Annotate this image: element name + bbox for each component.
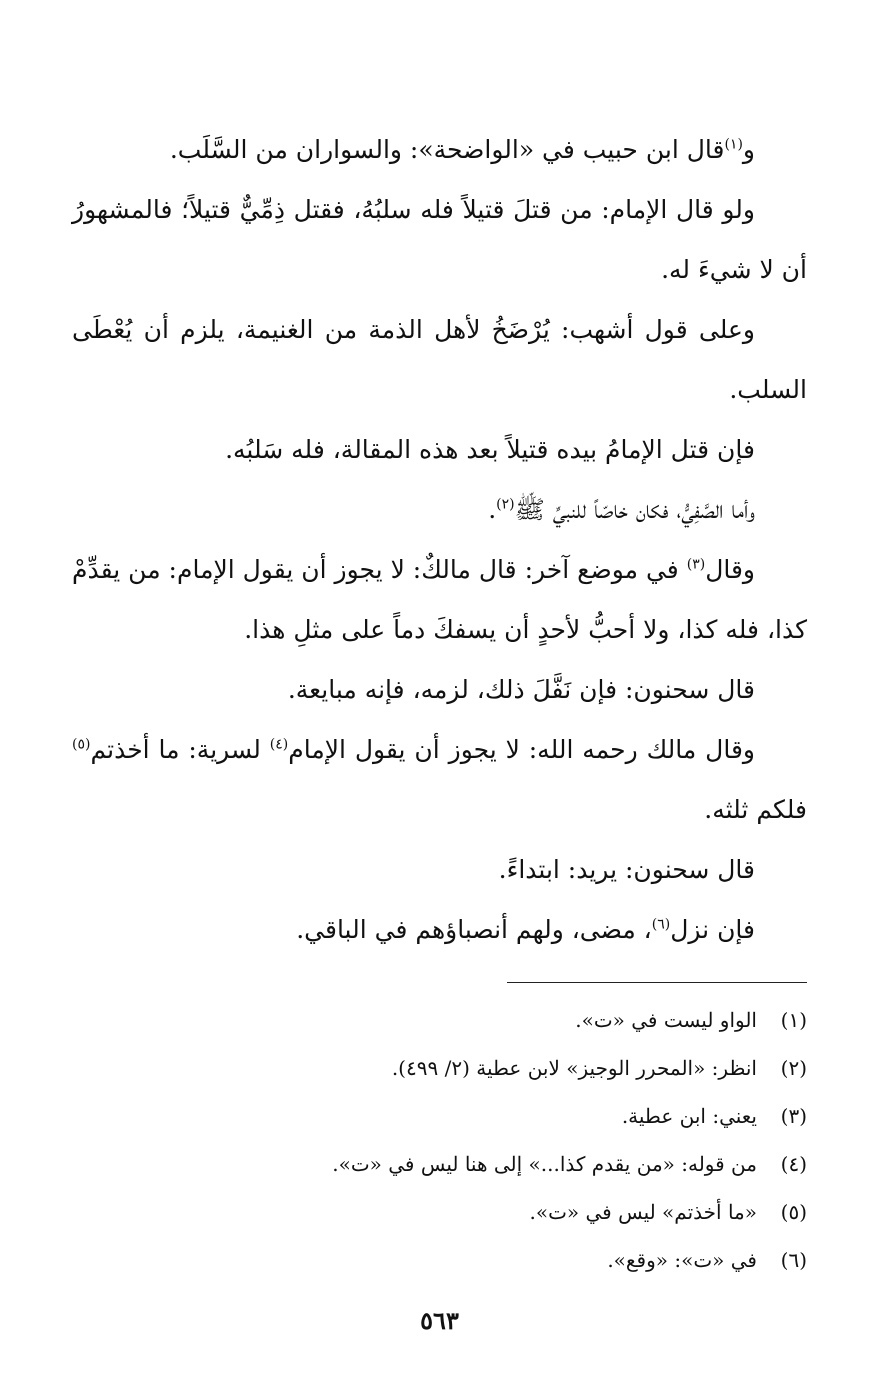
footnote-ref: (١) [724,136,743,153]
footnote-divider [507,982,807,983]
paragraph-text: ، مضى، ولهم أنصباؤهم في الباقي. [296,915,652,944]
paragraph-9 [72,840,807,900]
footnote-ref: (٦) [651,916,671,933]
footnote-number: (٥) [780,1200,807,1224]
paragraph-text: قال ابن حبيب في «الواضحة»: والسواران من السَّلَب. [169,135,725,164]
paragraph-text: ولو قال الإمام: من قتلَ قتيلاً فله سلبُهُ، فقتل ذِمِّيٌّ قتيلاً؛ فالمشهورُ أن لا شيءَ له. [72,195,807,284]
footnote-text: «ما أخذتم» ليس في «ت». [529,1200,757,1224]
paragraph-text: وقال [705,555,755,584]
footnote-number: (٣) [780,1104,807,1128]
paragraph-6 [72,540,807,660]
paragraph-5 [72,480,807,540]
paragraph-4 [72,420,807,480]
footnote-item [72,1044,807,1092]
paragraph-7 [72,660,807,720]
footnote-text: يعني: ابن عطية. [621,1104,757,1128]
footnote-number: (٦) [780,1248,807,1272]
paragraph-text: . [488,495,497,524]
footnote-text: في «ت»: «وقع». [607,1248,757,1272]
paragraph-text: قال سحنون: فإن نَفَّلَ ذلك، لزمه، فإنه مبايعة. [287,675,755,704]
footnote-item [72,1092,807,1140]
main-text [72,120,807,960]
paragraph-text: و [742,135,755,164]
page-number: ٥٦٣ [420,1306,459,1335]
footnote-number: (١) [780,1008,807,1032]
footnote-ref: (٤) [269,736,289,753]
footnote-ref: (٥) [72,736,91,753]
paragraph-text: في موضع آخر: قال مالكٌ: لا يجوز أن يقول الإمام: من يقدِّمْ كذا، فله كذا، ولا أحبُّ لأحدٍ أن يسفكَ دماً على مثلِ هذا. [72,555,807,644]
footnote-text: الواو ليست في «ت». [575,1008,757,1032]
footnote-item [72,996,807,1044]
footnote-text: انظر: «المحرر الوجيز» لابن عطية (٢/ ٤٩٩). [391,1056,757,1080]
paragraph-text: فإن قتل الإمامُ بيده قتيلاً بعد هذه المقالة، فله سَلبُه. [225,435,755,464]
paragraph-8 [72,720,807,840]
paragraph-text: لسرية: ما أخذتم [90,735,270,764]
paragraph-text: وأما الصَّفِيُّ، فكان خاصّاً للنبيِّ ﷺ [514,495,755,524]
footnote-item [72,1140,807,1188]
paragraph-10 [72,900,807,960]
paragraph-text: وقال مالك رحمه الله: لا يجوز أن يقول الإمام [288,735,755,764]
footnote-number: (٢) [780,1056,807,1080]
paragraph-2 [72,180,807,300]
paragraph-text: قال سحنون: يريد: ابتداءً. [498,855,755,884]
paragraph-text: وعلى قول أشهب: يُرْضَخُ لأهل الذمة من الغنيمة، يلزم أن يُعْطَى السلب. [72,315,807,404]
paragraph-3 [72,300,807,420]
footnote-text: من قوله: «من يقدم كذا...» إلى هنا ليس في «ت». [332,1152,757,1176]
paragraph-1 [72,120,807,180]
footnote-ref: (٢) [496,496,515,513]
paragraph-text: فإن نزل [670,915,755,944]
footnote-ref: (٣) [686,556,706,573]
footnote-item [72,1188,807,1236]
footnotes [72,996,807,1284]
paragraph-text: فلكم ثلثه. [704,795,807,824]
footnote-item [72,1236,807,1284]
footnote-number: (٤) [780,1152,807,1176]
